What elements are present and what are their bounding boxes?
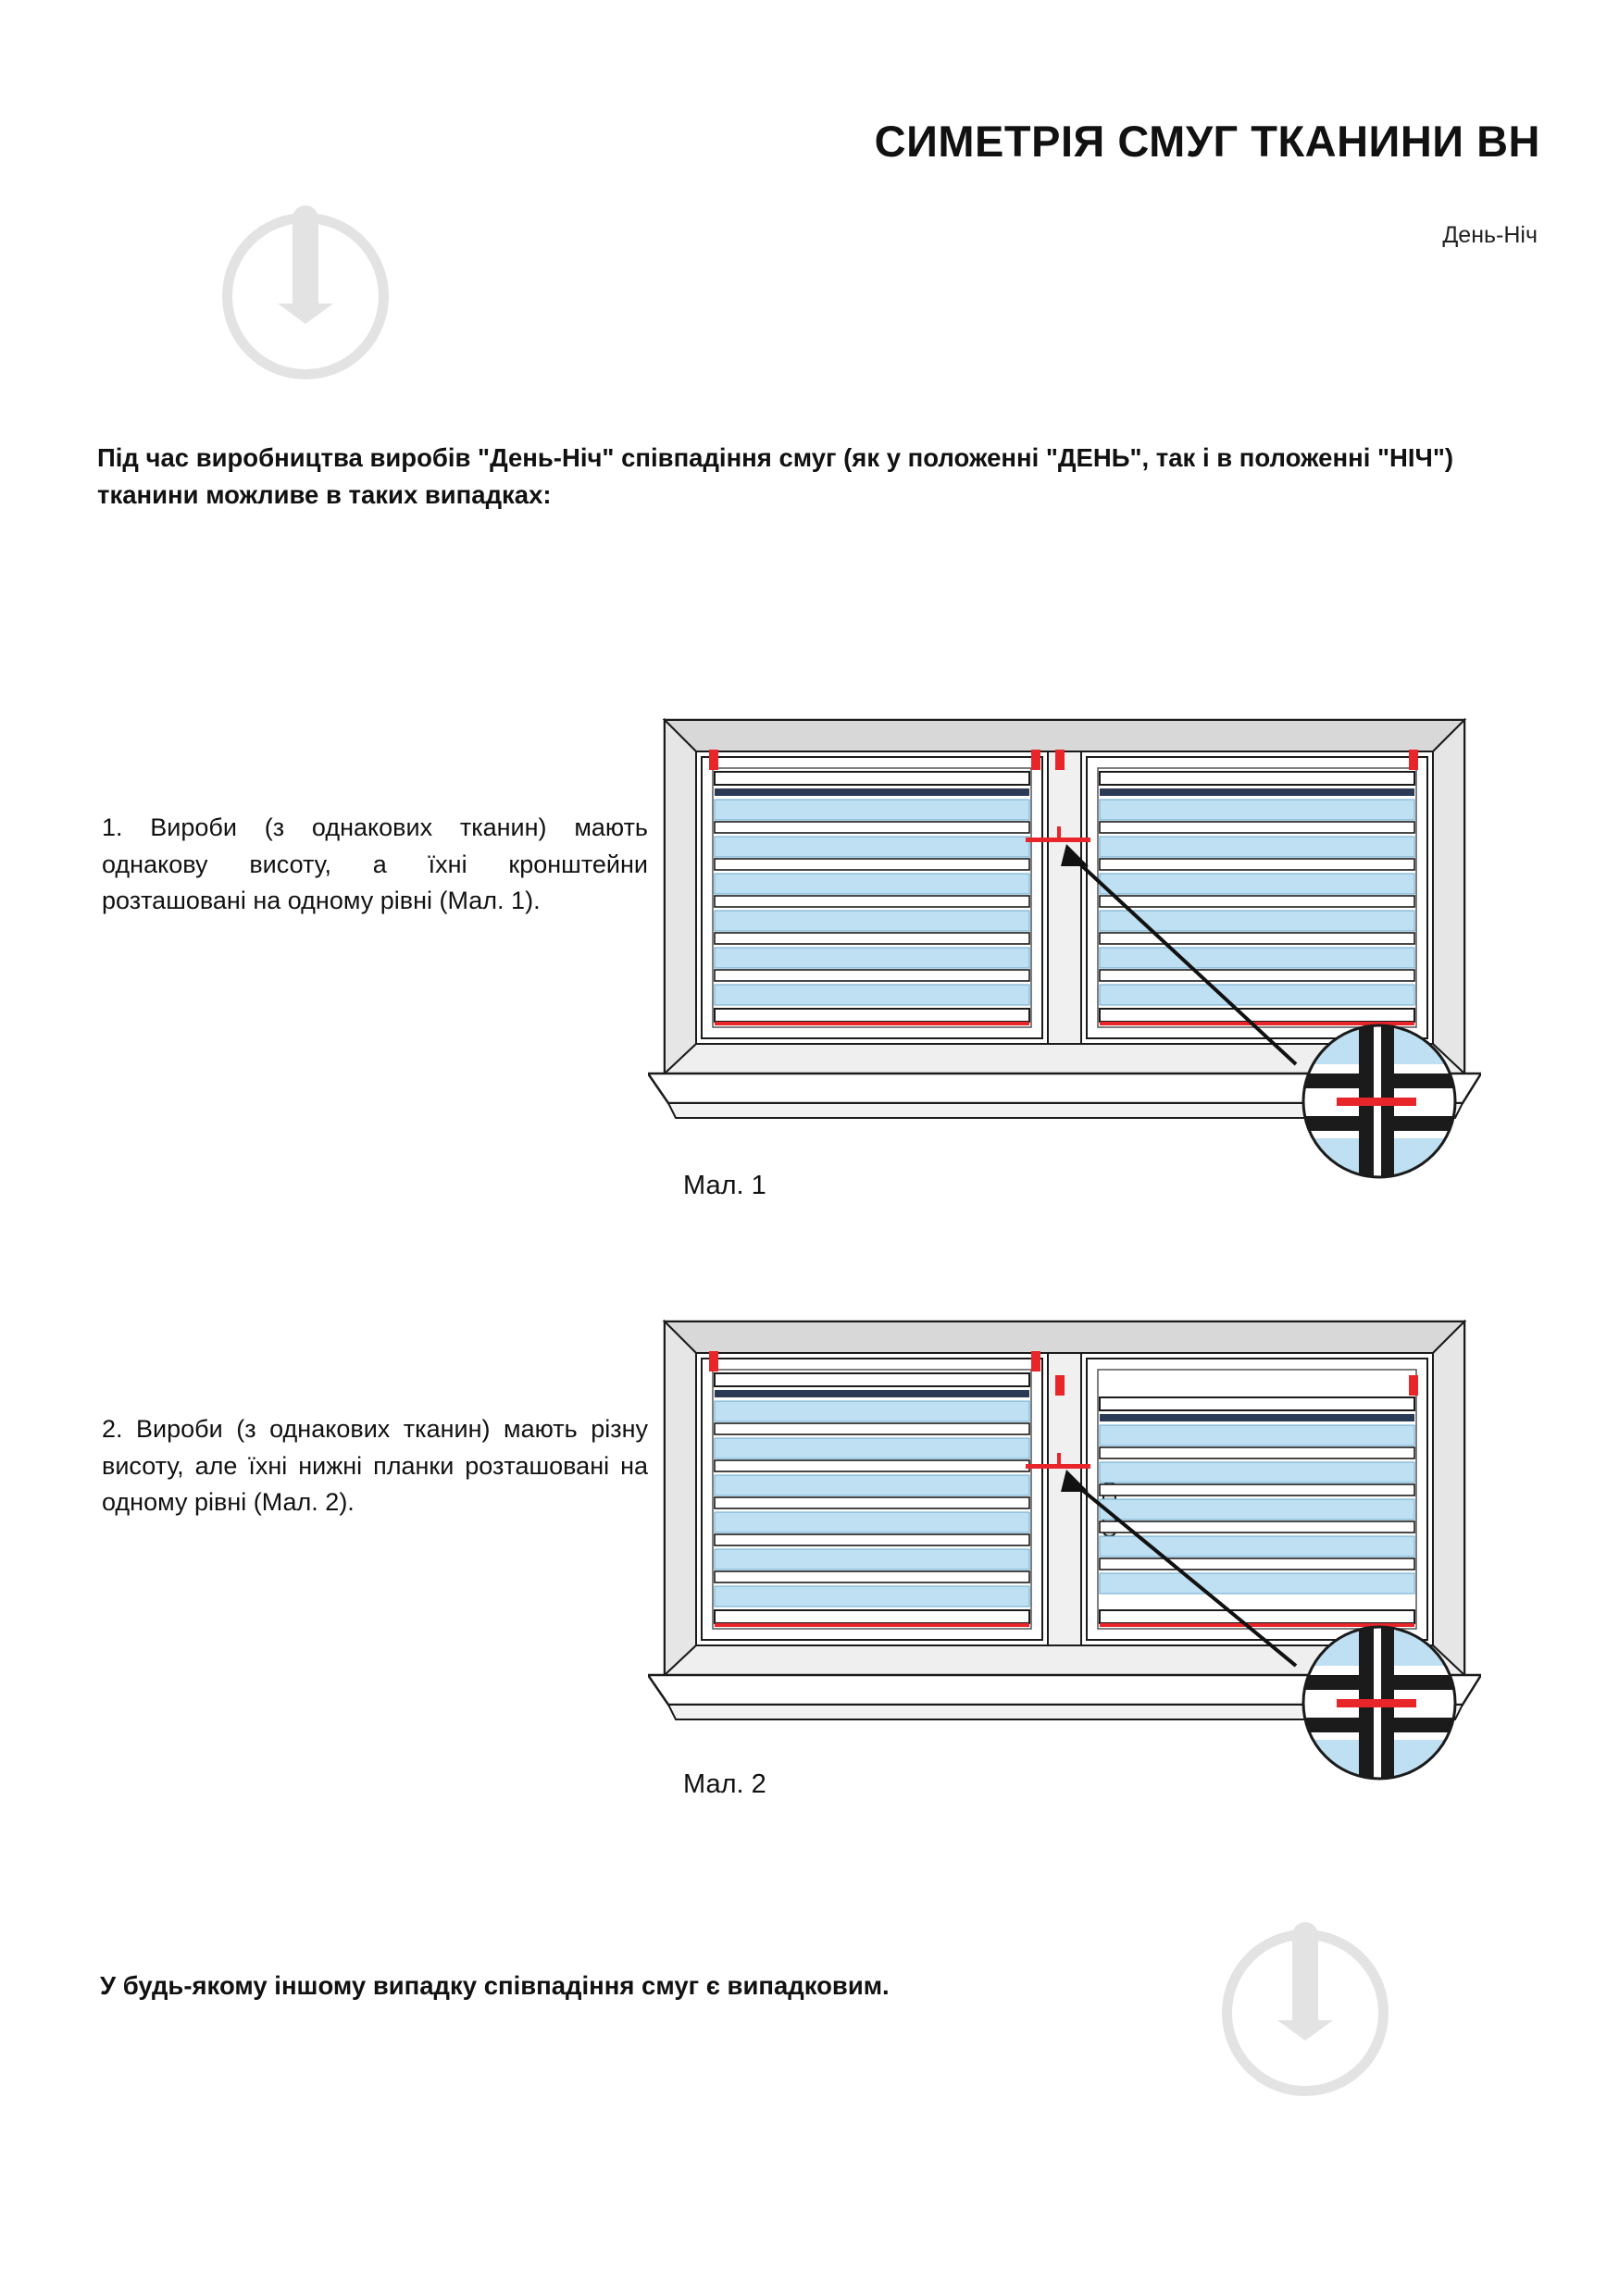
left-blind-fabric-2 [715, 1373, 1029, 1627]
watermark-logo-top [222, 185, 389, 398]
figure-caption-2: Мал. 2 [683, 1769, 766, 1799]
figure-window-equal-height [648, 703, 1481, 1185]
right-blind-fabric-2 [1100, 1397, 1414, 1627]
figure-caption-1: Мал. 1 [683, 1171, 766, 1200]
page-subtitle: День-Ніч [1442, 222, 1538, 248]
item-description-1: 1. Вироби (з однакових тканин) мають однакову висоту, а їхні кронштейни розташовані на одному рівні (Мал. 1). [102, 813, 648, 915]
watermark-drop-icon [293, 205, 318, 316]
item-description-2: 2. Вироби (з однакових тканин) мають різну висоту, але їхні нижні планки розташовані на одному рівні (Мал. 2). [102, 1415, 648, 1517]
watermark-logo-bottom [1222, 1902, 1389, 2115]
footer-note: У будь-якому іншому випадку співпадіння смуг є випадковим. [100, 1971, 890, 2000]
right-blind-fabric [1100, 772, 1414, 1025]
figure-window-different-height [648, 1305, 1481, 1786]
detail-magnifier [1303, 1025, 1455, 1177]
left-blind-fabric [715, 772, 1029, 1025]
page-title: СИМЕТРІЯ СМУГ ТКАНИНИ ВН [874, 117, 1540, 166]
detail-magnifier-2 [1303, 1627, 1455, 1779]
intro-paragraph: Під час виробництва виробів "День-Ніч" співпадіння смуг (як у положенні "ДЕНЬ", так і в положенні "НІЧ") тканини можливе в таких випадках: [97, 443, 1454, 509]
